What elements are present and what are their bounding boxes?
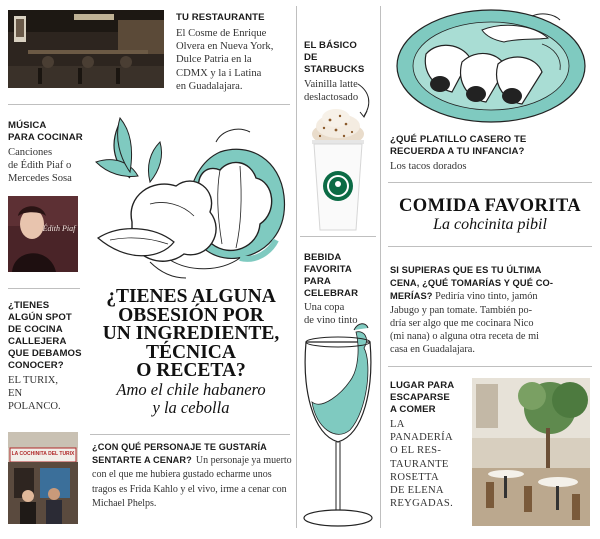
music-answer-line: Canciones <box>8 147 53 158</box>
last-dinner-answer-part: Pediría vino tinto, jamón <box>435 291 538 303</box>
ingredient-question-line: UN INGREDIENTE, <box>102 323 280 344</box>
favorite-food-title: COMIDA FAVORITA <box>399 196 581 216</box>
last-dinner-question-part: CENA, ¿QUÉ TOMARÍAS Y QUÉ CO- <box>390 278 554 289</box>
street-food-answer <box>8 374 90 414</box>
music-title <box>8 120 88 144</box>
ingredient-question-line: ¿TIENES ALGUNA <box>106 286 276 307</box>
music-answer-line: de Édith Piaf o <box>8 160 72 172</box>
column-divider-right <box>380 6 381 528</box>
rule-childhood <box>388 182 592 183</box>
street-food-title <box>8 300 90 372</box>
drink-title-line: CELEBRAR <box>304 288 359 299</box>
street-food-block <box>8 300 90 414</box>
last-dinner-answer-part: casa en Guadalajara. <box>390 344 475 356</box>
rule-favorite <box>388 246 592 247</box>
starbucks-title <box>304 40 378 76</box>
escape-answer <box>390 418 466 510</box>
escape-title-line: A COMER <box>390 404 436 415</box>
escape-answer-line: REYGADAS. <box>390 498 454 510</box>
rule-music <box>8 288 80 289</box>
restaurant-line: CDMX y la i Latina <box>176 67 262 79</box>
ingredient-question-line: OBSESIÓN POR <box>118 304 264 326</box>
turix-photo <box>8 432 78 524</box>
restaurant-interior-image <box>8 10 164 88</box>
ingredient-answer-line: Amo el chile habanero <box>116 379 266 399</box>
rosetta-terrace-image <box>472 378 590 526</box>
street-answer-line: EN <box>8 388 23 400</box>
music-title-line: MÚSICA <box>8 120 47 131</box>
last-dinner-answer-part: Jabugo y pan tomate. También po- <box>390 304 533 316</box>
restaurant-line: en Guadalajara. <box>176 80 243 92</box>
childhood-question <box>390 134 592 158</box>
restaurant-answer <box>176 27 292 93</box>
restaurant-photo <box>8 10 164 88</box>
restaurant-line: Dulce Patria en la <box>176 54 252 66</box>
street-answer-line: POLANCO. <box>8 401 61 413</box>
ingredient-answer <box>90 381 292 417</box>
last-dinner-answer-part: (mi nana) o alguna otra receta de mi <box>390 331 539 343</box>
last-dinner-answer-part: dría ser algo que me cocinara Nico <box>390 317 534 329</box>
ingredient-block <box>90 288 292 417</box>
escape-title <box>390 380 466 416</box>
edith-piaf-caption: Édith Piaf <box>42 224 76 233</box>
rosetta-photo <box>472 378 590 526</box>
street-title-line: CONOCER? <box>8 360 64 371</box>
starbucks-answer-line: Vainilla latte <box>304 79 358 90</box>
childhood-answer: Los tacos dorados <box>390 161 467 172</box>
childhood-question-line: RECUERDA A TU INFANCIA? <box>390 146 525 157</box>
last-dinner-question-part: SI SUPIERAS QUE ES TU ÚLTIMA <box>390 265 542 275</box>
starbucks-title-line: EL BÁSICO <box>304 40 357 51</box>
restaurant-line: El Cosme de Enrique <box>176 28 267 39</box>
street-title-line: ¿TIENES <box>8 300 50 311</box>
escape-answer-line: O EL RES- <box>390 445 442 457</box>
drink-answer-line: Una copa <box>304 302 345 313</box>
last-dinner-block <box>390 264 594 356</box>
rule-last-dinner <box>388 366 592 367</box>
starbucks-title-line: DE <box>304 52 318 63</box>
ingredient-question-line: TÉCNICA <box>146 341 236 363</box>
drink-answer-line: de vino tinto <box>304 315 358 327</box>
last-dinner-question-part: MERÍAS? <box>390 291 433 302</box>
wine-glass-illustration <box>298 318 380 532</box>
ingredient-answer-line: y la cebolla <box>152 397 230 417</box>
tacos-plate-illustration <box>392 4 590 126</box>
drink-title-line: FAVORITA PARA <box>304 264 352 287</box>
edith-piaf-image <box>8 196 78 272</box>
character-answer: Un personaje ya muerto con el que me hubiera gustado echarme unos tragos es Frida Kahlo y el vivo, irme a cenar con Michael Phelps. <box>92 455 292 510</box>
street-title-line: ALGÚN SPOT <box>8 312 72 323</box>
starbucks-cup-illustration <box>300 82 380 232</box>
escape-title-line: ESCAPARSE <box>390 392 450 403</box>
childhood-question-line: ¿QUÉ PLATILLO CASERO TE <box>390 134 527 145</box>
ingredient-question <box>90 288 292 381</box>
escape-title-line: LUGAR PARA <box>390 380 455 391</box>
childhood-block <box>390 134 592 173</box>
restaurant-title: TU RESTAURANTE <box>176 12 265 23</box>
street-title-line: DE COCINA <box>8 324 63 335</box>
escape-answer-line: DE ELENA <box>390 485 444 497</box>
drink-title <box>304 252 380 300</box>
street-title-line: CALLEJERA <box>8 336 67 347</box>
music-answer <box>8 146 88 186</box>
ingredient-question-line: O RECETA? <box>136 360 246 381</box>
character-block <box>92 440 292 511</box>
favorite-food-answer: La cohcinita pibil <box>433 216 547 233</box>
turix-sign: LA COCHINITA DEL TURIX <box>11 451 75 457</box>
restaurant-line: Olvera en Nueva York, <box>176 41 274 53</box>
drink-title-line: BEBIDA <box>304 252 342 263</box>
music-block <box>8 120 88 186</box>
favorite-food-block <box>388 196 592 234</box>
rule-starbucks <box>300 236 376 237</box>
character-question: ¿CON QUÉ PERSONAJE TE GUSTARÍA SENTARTE A CENAR? <box>92 442 267 465</box>
rule-ingredient <box>90 434 290 435</box>
music-title-line: PARA COCINAR <box>8 132 83 143</box>
street-answer-line: EL TURIX, <box>8 375 59 386</box>
garlic-onion-illustration <box>90 112 296 292</box>
restaurant-block <box>176 12 292 93</box>
turix-storefront-image <box>8 432 78 524</box>
rule-restaurant <box>8 104 290 105</box>
music-answer-line: Mercedes Sosa <box>8 173 72 185</box>
escape-block <box>390 380 466 510</box>
edith-piaf-photo <box>8 196 78 272</box>
escape-answer-line: ROSETTA <box>390 471 439 483</box>
column-divider-left <box>296 6 297 528</box>
street-title-line: QUE DEBAMOS <box>8 348 82 359</box>
escape-answer-line: LA <box>390 419 405 430</box>
escape-answer-line: TAURANTE <box>390 458 449 470</box>
escape-answer-line: PANADERÍA <box>390 432 453 444</box>
drink-block <box>304 252 380 327</box>
starbucks-title-line: STARBUCKS <box>304 64 365 75</box>
starbucks-answer-line: deslactosado <box>304 92 359 104</box>
